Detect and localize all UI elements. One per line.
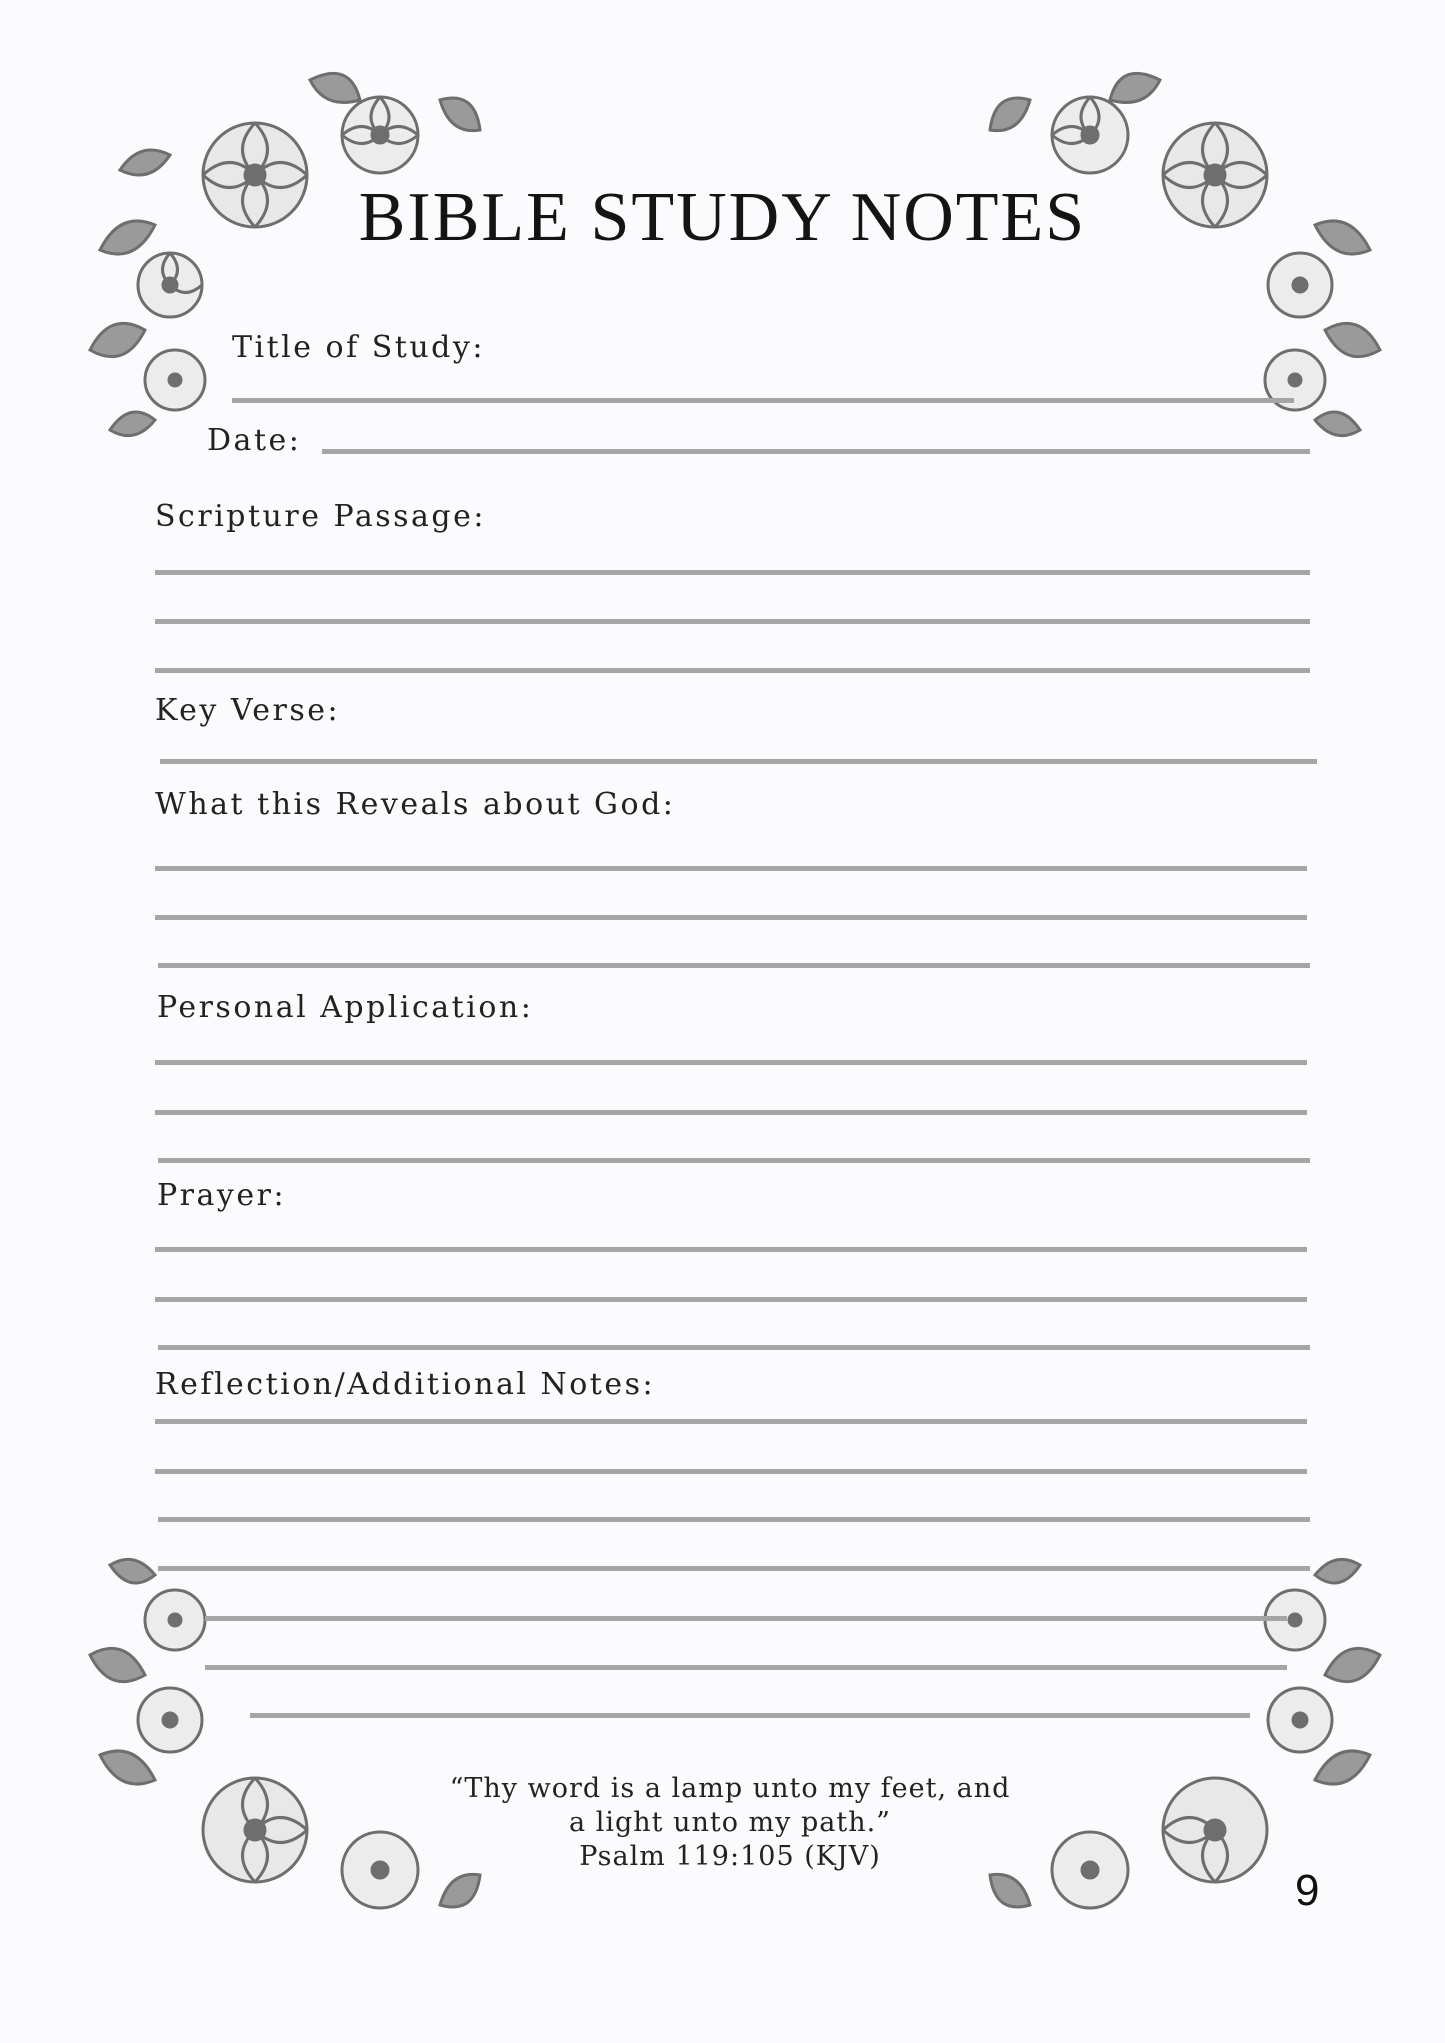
page-number: 9	[1295, 1866, 1320, 1915]
leaf-icon	[1315, 1559, 1360, 1583]
reflection-line[interactable]	[155, 1419, 1307, 1424]
leaf-icon	[120, 150, 170, 175]
hibiscus-flower-icon	[145, 1590, 205, 1650]
leaf-icon	[1315, 412, 1360, 436]
hibiscus-flower-icon	[203, 1778, 307, 1882]
reveals-about-god-line[interactable]	[158, 963, 1310, 968]
reflection-line[interactable]	[250, 1713, 1250, 1718]
hibiscus-flower-icon	[1163, 1778, 1267, 1882]
leaf-icon	[310, 73, 360, 102]
personal-application-label: Personal Application:	[157, 990, 534, 1025]
quote-line: a light unto my path.”	[569, 1807, 891, 1838]
hibiscus-flower-icon	[1268, 253, 1332, 317]
reflection-line[interactable]	[205, 1665, 1287, 1670]
scripture-passage-line[interactable]	[155, 668, 1310, 673]
title-of-study-line[interactable]	[232, 398, 1294, 403]
prayer-line[interactable]	[158, 1345, 1310, 1350]
leaf-icon	[110, 412, 155, 436]
scripture-passage-line[interactable]	[155, 619, 1310, 624]
leaf-icon	[990, 98, 1030, 131]
hibiscus-flower-icon	[1268, 1688, 1332, 1752]
leaf-icon	[1315, 1751, 1370, 1784]
reflection-line[interactable]	[205, 1616, 1287, 1621]
scripture-passage-label: Scripture Passage:	[155, 499, 486, 534]
date-line[interactable]	[322, 449, 1310, 454]
floral-corner-bottom-right	[950, 1545, 1390, 1955]
scripture-passage-line[interactable]	[155, 570, 1310, 575]
reflection-line[interactable]	[158, 1566, 1310, 1571]
floral-corner-bottom-left	[80, 1545, 520, 1955]
prayer-label: Prayer:	[157, 1178, 287, 1213]
quote-line: “Thy word is a lamp unto my feet, and	[449, 1773, 1011, 1804]
leaf-icon	[90, 1648, 145, 1681]
prayer-line[interactable]	[155, 1297, 1307, 1302]
personal-application-line[interactable]	[155, 1110, 1307, 1115]
personal-application-line[interactable]	[158, 1158, 1310, 1163]
reflection-label: Reflection/Additional Notes:	[155, 1367, 656, 1402]
leaf-icon	[1325, 323, 1380, 356]
leaf-icon	[990, 1874, 1030, 1907]
personal-application-line[interactable]	[155, 1060, 1307, 1065]
key-verse-label: Key Verse:	[155, 693, 341, 728]
leaf-icon	[90, 323, 145, 356]
hibiscus-flower-icon	[342, 97, 418, 173]
hibiscus-flower-icon	[1052, 1832, 1128, 1908]
date-label: Date:	[207, 423, 302, 458]
hibiscus-flower-icon	[138, 253, 202, 317]
page-title: BIBLE STUDY NOTES	[358, 179, 1087, 256]
leaf-icon	[1110, 73, 1160, 102]
scripture-quote	[400, 1772, 1060, 1874]
leaf-icon	[440, 1874, 480, 1907]
quote-reference: Psalm 119:105 (KJV)	[579, 1841, 881, 1872]
reveals-about-god-label: What this Reveals about God:	[155, 787, 676, 822]
prayer-line[interactable]	[155, 1247, 1307, 1252]
reveals-about-god-line[interactable]	[155, 866, 1307, 871]
hibiscus-flower-icon	[1052, 97, 1128, 173]
leaf-icon	[100, 1751, 155, 1784]
hibiscus-flower-icon	[138, 1688, 202, 1752]
reveals-about-god-line[interactable]	[155, 915, 1307, 920]
reflection-line[interactable]	[158, 1517, 1310, 1522]
leaf-icon	[1325, 1648, 1380, 1681]
hibiscus-flower-icon	[145, 350, 205, 410]
leaf-icon	[440, 98, 480, 131]
reflection-line[interactable]	[155, 1469, 1307, 1474]
title-of-study-label: Title of Study:	[232, 330, 485, 365]
key-verse-line[interactable]	[160, 759, 1317, 764]
leaf-icon	[110, 1559, 155, 1583]
